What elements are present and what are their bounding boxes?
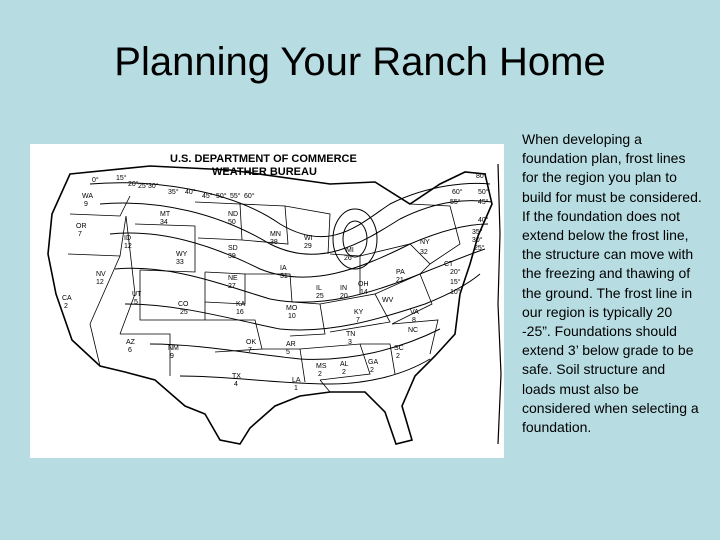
- state-abbr: PA: [396, 269, 405, 276]
- contour-label: 10°: [450, 289, 461, 296]
- map-edge-line: [498, 164, 501, 444]
- contour-label: 35°: [168, 189, 179, 196]
- contour-label: 50°: [478, 189, 489, 196]
- state-value: 6: [128, 347, 132, 354]
- state-value: 21: [396, 277, 404, 284]
- state-value: 2: [318, 371, 322, 378]
- contour-label: 25°: [138, 183, 149, 190]
- state-abbr: VA: [410, 309, 419, 316]
- state-abbr: ND: [228, 211, 239, 218]
- state-value: 9: [84, 201, 88, 208]
- state-abbr: MI: [346, 247, 354, 254]
- state-value: 25: [180, 309, 188, 316]
- state-abbr: MN: [270, 231, 281, 238]
- state-value: 12: [96, 279, 104, 286]
- state-abbr: NE: [228, 275, 238, 282]
- contour-label: 40°: [185, 189, 196, 196]
- contour-label: 15°: [450, 279, 461, 286]
- state-abbr: NV: [96, 271, 106, 278]
- frost-line-map: [30, 144, 504, 458]
- state-abbr: WI: [304, 235, 313, 242]
- state-value: 50: [228, 219, 236, 226]
- state-abbr: CT: [444, 261, 454, 268]
- state-abbr: IA: [280, 265, 287, 272]
- state-abbr: TN: [346, 331, 356, 338]
- slide-title: Planning Your Ranch Home: [114, 40, 606, 84]
- state-value: 7: [78, 231, 82, 238]
- state-value: 16: [236, 309, 244, 316]
- state-value: 12: [124, 243, 132, 250]
- state-value: 7: [356, 317, 360, 324]
- state-value: 32: [420, 249, 428, 256]
- state-abbr: AL: [340, 361, 349, 368]
- map-header-line2: WEATHER BUREAU: [212, 166, 317, 178]
- state-value: 4: [234, 381, 238, 388]
- contour-label: 60°: [244, 193, 255, 200]
- contour-label: 30°: [148, 183, 159, 190]
- contour-label: 0°: [92, 177, 99, 184]
- state-value: 2: [370, 367, 374, 374]
- map-header-line1: U.S. DEPARTMENT OF COMMERCE: [170, 153, 357, 165]
- state-abbr: MS: [316, 363, 327, 370]
- state-abbr: MO: [286, 305, 298, 312]
- state-value: 33: [176, 259, 184, 266]
- state-abbr: SC: [394, 345, 404, 352]
- contour-label: 45°: [202, 193, 213, 200]
- state-abbr: KA: [236, 301, 246, 308]
- state-value: 5: [286, 349, 290, 356]
- state-abbr: UT: [132, 291, 142, 298]
- contour-label: 15°: [116, 175, 127, 182]
- state-abbr: SD: [228, 245, 238, 252]
- contour-label: 30°: [472, 237, 483, 244]
- state-boundaries: [68, 196, 460, 392]
- state-abbr: CA: [62, 295, 72, 302]
- state-value: 34: [160, 219, 168, 226]
- contour-label: 20°: [450, 269, 461, 276]
- state-abbr: NY: [420, 239, 430, 246]
- state-abbr: AZ: [126, 339, 135, 346]
- state-value: 7: [248, 347, 252, 354]
- contour-label: 25°: [474, 245, 485, 252]
- state-value: 39: [228, 253, 236, 260]
- state-value: 26: [344, 255, 352, 262]
- contour-label: 20°: [128, 181, 139, 188]
- state-abbr: CO: [178, 301, 189, 308]
- state-abbr: NM: [168, 345, 179, 352]
- state-label-group: [62, 193, 454, 392]
- contour-label: 55°: [230, 193, 241, 200]
- state-value: 2: [342, 369, 346, 376]
- state-abbr: LA: [292, 377, 301, 384]
- us-outline: [48, 166, 492, 444]
- frost-line-map-drawing: [30, 144, 504, 458]
- state-abbr: NC: [408, 327, 419, 334]
- contour-label: 80°: [476, 173, 487, 180]
- state-value: 2: [396, 353, 400, 360]
- state-abbr: GA: [368, 359, 379, 366]
- state-value: 8: [412, 317, 416, 324]
- state-value: 3: [348, 339, 352, 346]
- state-abbr: WV: [382, 297, 394, 304]
- state-abbr: TX: [232, 373, 241, 380]
- state-value: 20: [340, 293, 348, 300]
- state-abbr: OH: [358, 281, 369, 288]
- contour-label: 35°: [472, 229, 483, 236]
- state-value: 14: [360, 289, 368, 296]
- state-value: 10: [288, 313, 296, 320]
- state-value: 31: [280, 273, 288, 280]
- state-abbr: AR: [286, 341, 296, 348]
- contour-label: 60°: [452, 189, 463, 196]
- state-abbr: KY: [354, 309, 364, 316]
- state-abbr: IN: [340, 285, 347, 292]
- state-abbr: MT: [160, 211, 171, 218]
- slide-body-text: When developing a foundation plan, frost lines for the region you plan to build for must be considered. If the foundation does not extend below the frost line, the structure can move with the freezing and thawing of the ground. The frost line in our region is typically 20 -25”. Foundations should extend 3’ below grade to be safe. Soil structure and loads must also be considered when selecting a foundation.: [522, 131, 702, 436]
- contour-label: 55°: [450, 199, 461, 206]
- state-abbr: OR: [76, 223, 87, 230]
- state-value: 2: [64, 303, 68, 310]
- state-abbr: IL: [316, 285, 322, 292]
- state-abbr: OK: [246, 339, 257, 346]
- contour-label: 50°: [216, 193, 227, 200]
- state-value: 38: [270, 239, 278, 246]
- state-value: 27: [228, 283, 236, 290]
- state-value: 25: [316, 293, 324, 300]
- contour-label: 45°: [478, 199, 489, 206]
- contour-label: 40°: [478, 217, 489, 224]
- state-value: 9: [170, 353, 174, 360]
- state-value: 29: [304, 243, 312, 250]
- state-value: 5: [134, 299, 138, 306]
- state-abbr: WA: [82, 193, 94, 200]
- state-abbr: ID: [124, 235, 131, 242]
- state-value: 1: [294, 385, 298, 392]
- state-abbr: WY: [176, 251, 188, 258]
